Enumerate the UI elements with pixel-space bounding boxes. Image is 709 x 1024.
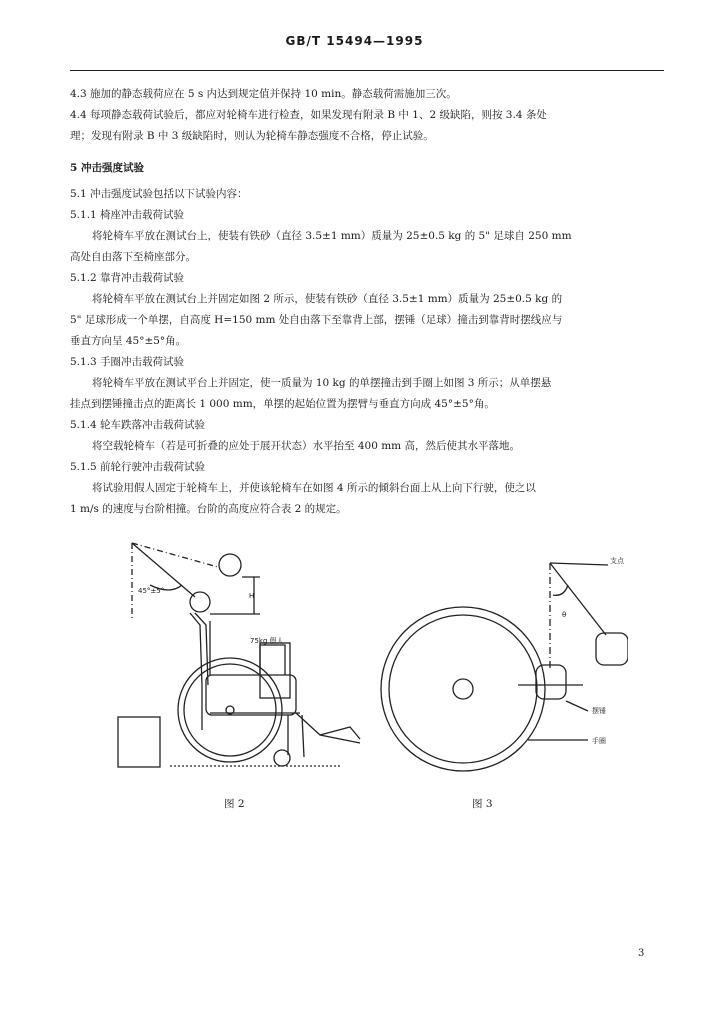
figure-3-handrim-diagram	[378, 555, 628, 780]
heading-5-1-4: 5.1.4 轮车跌落冲击载荷试验	[70, 419, 206, 431]
para-5-1-2-line3: 垂直方向呈 45°±5°角。	[70, 335, 187, 347]
para-5-1-3-line2: 挂点到摆锤撞击点的距离长 1 000 mm，单摆的起始位置为摆臂与垂直方向成 45°±5°角。	[70, 398, 495, 410]
section-5-heading: 5 冲击强度试验	[70, 162, 144, 174]
theta-label: θ	[562, 611, 567, 619]
heading-5-1-2: 5.1.2 靠背冲击载荷试验	[70, 272, 185, 284]
para-5-1-3-line1: 将轮椅车平放在测试平台上并固定，使一质量为 10 kg 的单摆撞击到手圈上如图 3 所示；从单摆悬	[92, 377, 552, 389]
weight-label: 摆锤	[592, 707, 606, 715]
header-rule	[70, 70, 664, 71]
para-5-1: 5.1 冲击强度试验包括以下试验内容：	[70, 188, 248, 200]
para-5-1-1-line1: 将轮椅车平放在测试台上，使装有铁砂（直径 3.5±1 mm）质量为 25±0.5 kg 的 5" 足球自 250 mm	[92, 230, 572, 242]
dummy-label: 75kg 假人	[250, 637, 284, 645]
para-5-1-2-line2: 5" 足球形成一个单摆，自高度 H=150 mm 处自由落下至靠背上部，摆锤（足球）撞击到靠背时摆线应与	[70, 314, 563, 326]
rim-label: 手圈	[592, 737, 606, 745]
figure-2-wheelchair-diagram	[110, 525, 370, 785]
para-5-1-5-line1: 将试验用假人固定于轮椅车上，并使该轮椅车在如图 4 所示的倾斜台面上从上向下行驶，使之以	[92, 482, 536, 494]
pivot-label: 支点	[610, 557, 624, 565]
page-header: GB/T 15494—1995	[285, 34, 424, 48]
heading-5-1-1: 5.1.1 椅座冲击载荷试验	[70, 209, 185, 221]
angle-label: 45°±5°	[138, 587, 165, 595]
figure-3-caption: 图 3	[472, 798, 493, 810]
para-4-4-line2: 理；发现有附录 B 中 3 级缺陷时，则认为轮椅车静态强度不合格，停止试验。	[70, 130, 434, 142]
para-5-1-5-line2: 1 m/s 的速度与台阶相撞。台阶的高度应符合表 2 的规定。	[70, 503, 347, 515]
para-4-3: 4.3 施加的静态载荷应在 5 s 内达到规定值并保持 10 min。静态载荷需施加三次。	[70, 88, 457, 100]
figure-2-caption: 图 2	[224, 798, 245, 810]
para-5-1-1-line2: 高处自由落下至椅座部分。	[70, 251, 196, 263]
page-number: 3	[638, 948, 645, 959]
heading-5-1-3: 5.1.3 手圈冲击载荷试验	[70, 356, 185, 368]
height-label: H	[249, 592, 255, 600]
heading-5-1-5: 5.1.5 前轮行驶冲击载荷试验	[70, 461, 206, 473]
para-5-1-4: 将空载轮椅车（若是可折叠的应处于展开状态）水平抬至 400 mm 高，然后使其水平落地。	[92, 440, 520, 452]
para-5-1-2-line1: 将轮椅车平放在测试台上并固定如图 2 所示，使装有铁砂（直径 3.5±1 mm）质量为 25±0.5 kg 的	[92, 293, 563, 305]
para-4-4-line1: 4.4 每项静态载荷试验后，都应对轮椅车进行检查，如果发现有附录 B 中 1、2 级缺陷，则按 3.4 条处	[70, 109, 547, 121]
